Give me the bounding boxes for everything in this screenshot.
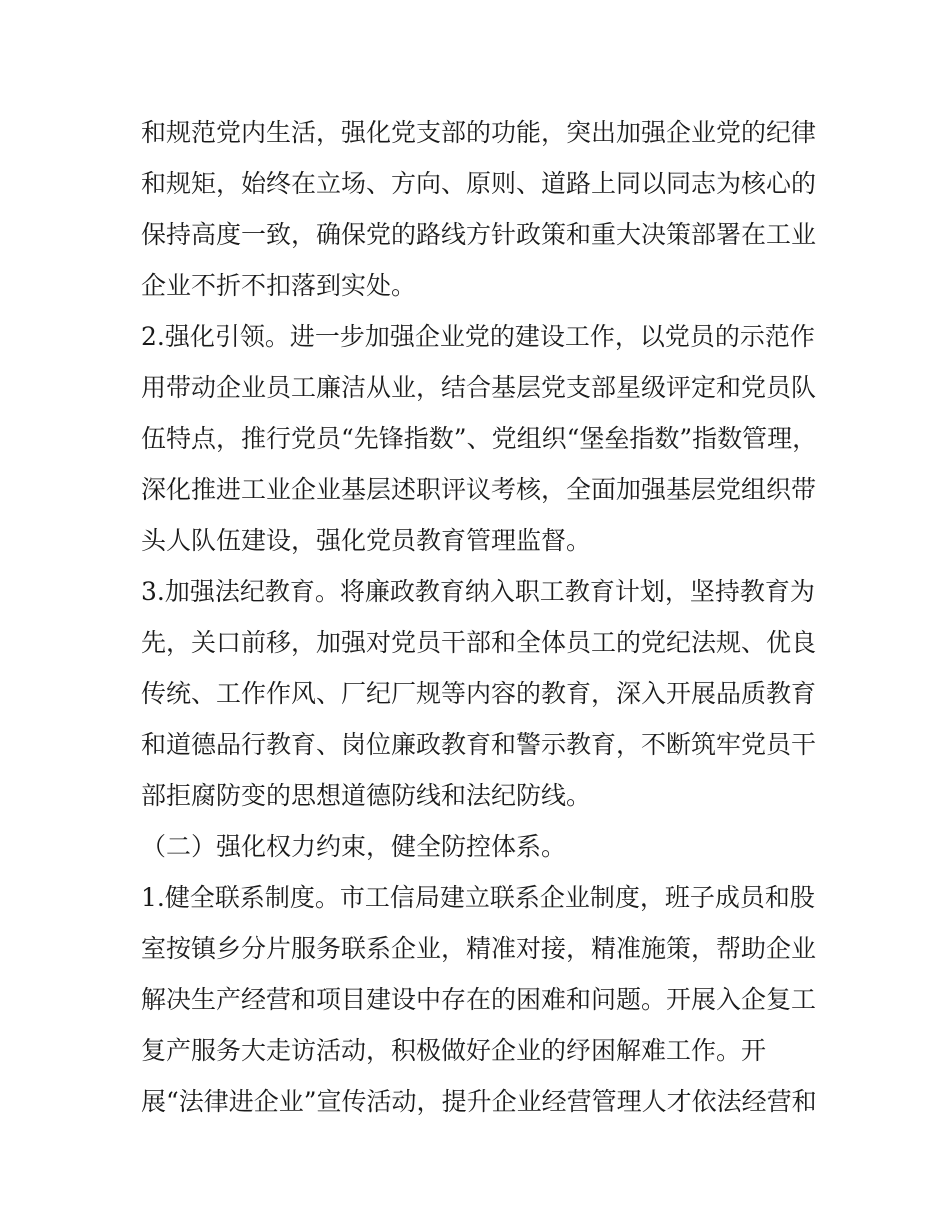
text-line: 1.健全联系制度。市工信局建立联系企业制度，班子成员和股 — [141, 883, 815, 912]
text-line: 传统、工作作风、厂纪厂规等内容的教育，深入开展品质教育 — [141, 679, 817, 708]
text-line: 企业不折不扣落到实处。 — [141, 271, 417, 300]
text-line: 2.强化引领。进一步加强企业党的建设工作，以党员的示范作 — [141, 322, 815, 351]
text-line: 用带动企业员工廉洁从业，结合基层党支部星级评定和党员队 — [141, 373, 817, 402]
document-body — [141, 107, 831, 1127]
section-heading: （二）强化权力约束，健全防控体系。 — [141, 832, 567, 861]
text-line: 复产服务大走访活动，积极做好企业的纾困解难工作。开 — [141, 1036, 767, 1065]
text-line: 展“法律进企业”宣传活动，提升企业经营管理人才依法经营和 — [141, 1087, 817, 1116]
text-line: 解决生产经营和项目建设中存在的困难和问题。开展入企复工 — [141, 985, 817, 1014]
text-line: 伍特点，推行党员“先锋指数”、党组织“堡垒指数”指数管理， — [141, 424, 818, 453]
text-line: 保持高度一致，确保党的路线方针政策和重大决策部署在工业 — [141, 220, 817, 249]
text-line: 先，关口前移，加强对党员干部和全体员工的党纪法规、优良 — [141, 628, 817, 657]
text-line: 3.加强法纪教育。将廉政教育纳入职工教育计划，坚持教育为 — [141, 577, 815, 606]
text-line: 和规矩，始终在立场、方向、原则、道路上同以同志为核心的 — [141, 169, 817, 198]
text-line: 部拒腐防变的思想道德防线和法纪防线。 — [141, 781, 592, 810]
text-line: 和规范党内生活，强化党支部的功能，突出加强企业党的纪律 — [141, 118, 817, 147]
text-line: 头人队伍建设，强化党员教育管理监督。 — [141, 526, 592, 555]
text-line: 深化推进工业企业基层述职评议考核，全面加强基层党组织带 — [141, 475, 817, 504]
text-line: 室按镇乡分片服务联系企业，精准对接，精准施策，帮助企业 — [141, 934, 817, 963]
text-line: 和道德品行教育、岗位廉政教育和警示教育，不断筑牢党员干 — [141, 730, 817, 759]
